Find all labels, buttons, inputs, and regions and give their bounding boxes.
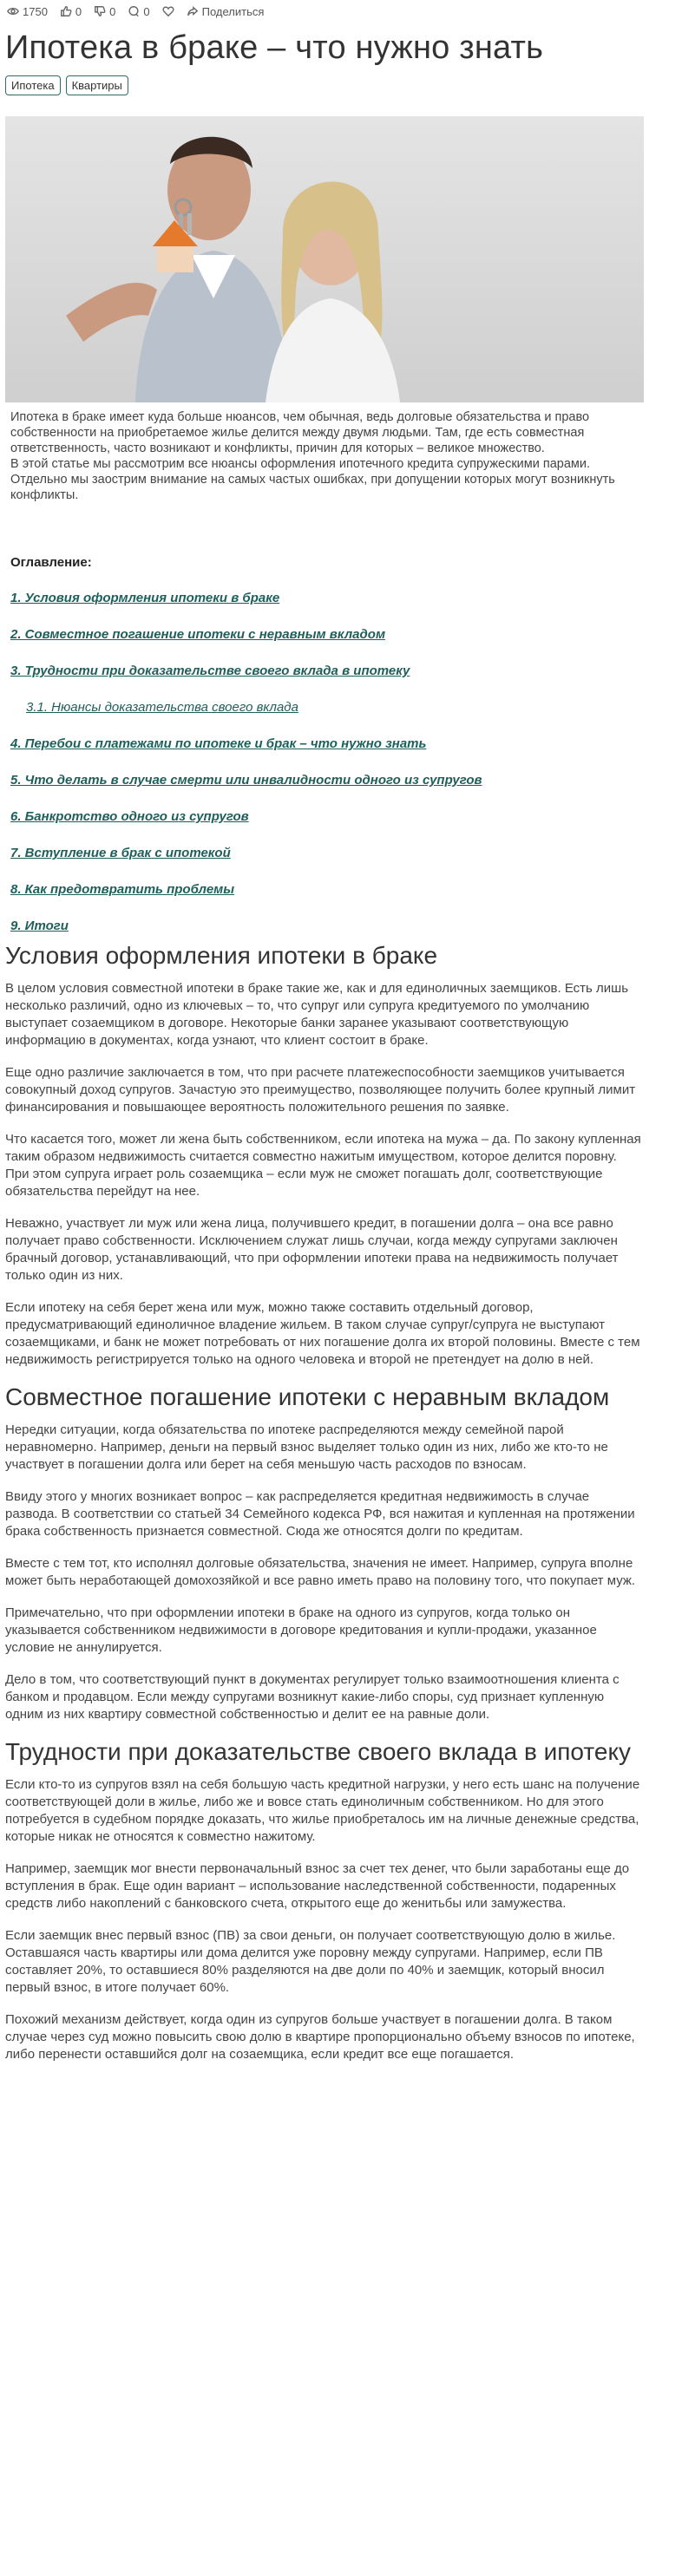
toc-link[interactable]: 8. Как предотвратить проблемы	[10, 882, 235, 897]
toc-link[interactable]: 6. Банкротство одного из супругов	[10, 809, 249, 824]
section-unequal-contribution	[5, 1383, 695, 1723]
toc-sublink[interactable]: 3.1. Нюансы доказательства своего вклада	[26, 700, 298, 715]
views-counter	[7, 5, 48, 18]
toc-link[interactable]: 3. Трудности при доказательстве своего вклада в ипотеку	[10, 664, 410, 678]
section-heading: Совместное погашение ипотеки с неравным вкладом	[5, 1383, 610, 1410]
section-heading: Условия оформления ипотеки в браке	[5, 942, 438, 969]
toc-title: Оглавление:	[10, 555, 92, 570]
section-paragraph: Если кто-то из супругов взял на себя большую часть кредитной нагрузки, у него есть шанс на получение соответствующей доли в жилье, либо же и вовсе стать единоличным собственником. Но для этого потребуется в судебном порядке доказать, что жилье приобреталось им на личные денежные средства, которые никак не относятся к совместно нажитому.	[5, 1777, 640, 1844]
section-paragraph: Похожий механизм действует, когда один из супругов больше участвует в погашении долга. В таком случае через суд можно повысить свою долю в квартире пропорционально объему взносов по ипотеке, либо перенести оставшийся долг на созаемщика, если кредит все еще погашается.	[5, 2012, 635, 2062]
comments-button[interactable]	[128, 5, 149, 18]
article-meta-bar	[5, 0, 695, 23]
toc-link[interactable]: 9. Итоги	[10, 919, 69, 933]
section-paragraph: Еще одно различие заключается в том, что при расчете платежеспособности заемщиков учитывается совокупный доход супругов. Зачастую это преимущество, позволяющее получить более крупный лимит финансирования и повышающее вероятность положительного решения по заявке.	[5, 1065, 636, 1115]
share-label: Поделиться	[201, 4, 265, 18]
section-paragraph: Если заемщик внес первый взнос (ПВ) за свои деньги, он получает соответствующую долю в жилье. Оставшаяся часть квартиры или дома делится уже поровну между супругами. Например, если ПВ составляет 20%, то оставшиеся 80% разделяются на две доли по 40% и заемщик, который вносил первый взнос, в итоге получает 60%.	[5, 1928, 616, 1995]
dislike-button[interactable]	[94, 5, 115, 18]
comment-icon	[128, 5, 140, 17]
tag-list	[5, 75, 695, 95]
likes-count: 0	[75, 4, 82, 18]
section-paragraph: Например, заемщик мог внести первоначальный взнос за счет тех денег, что были заработаны еще до вступления в брак. Еще один вариант – использование наследственной собственности, подаренных средств либо накоплений с банковского счета, открытого еще до женитьбы или замужества.	[5, 1861, 630, 1911]
couple-with-keys-illustration	[5, 116, 644, 402]
intro-paragraph: В этой статье мы рассмотрим все нюансы оформления ипотечного кредита супружескими парами. Отдельно мы заострим внимание на самых частых ошибках, при допущении которых могут возникнуть конфликты.	[10, 457, 615, 502]
section-paragraph: Дело в том, что соответствующий пункт в документах регулирует только взаимоотношения клиента с банком и продавцом. Если между супругами возникнут какие-либо споры, суд признает купленную одним из них квартиру совместной собственностью и делит ее на равные доли.	[5, 1672, 620, 1722]
tag-apartments[interactable]: Квартиры	[66, 75, 128, 95]
dislikes-count: 0	[109, 4, 116, 18]
section-heading: Трудности при доказательстве своего вклада в ипотеку	[5, 1738, 632, 1765]
toc-link[interactable]: 5. Что делать в случае смерти или инвалидности одного из супругов	[10, 773, 482, 788]
toc-link[interactable]: 7. Вступление в брак с ипотекой	[10, 846, 231, 860]
toc-link[interactable]: 2. Совместное погашение ипотеки с неравным вкладом	[10, 627, 386, 642]
intro-paragraph: Ипотека в браке имеет куда больше нюансов, чем обычная, ведь долговые обязательства и право собственности на приобретаемое жилье делится между двумя людьми. Там, где есть совместная ответственность, часто возникают и конфликты, причин для которых – великое множество.	[10, 410, 590, 455]
section-mortgage-conditions	[5, 942, 695, 1369]
thumbs-up-icon	[60, 5, 72, 17]
share-icon	[187, 5, 199, 17]
favorite-button[interactable]	[162, 5, 174, 17]
section-paragraph: Вместе с тем тот, кто исполнял долговые обязательства, значения не имеет. Например, супруга вполне может быть неработающей домохозяйкой и все равно иметь право на половину того, что покупает муж.	[5, 1556, 636, 1588]
section-paragraph: Примечательно, что при оформлении ипотеки в браке на одного из супругов, когда только он указывается собственником недвижимости в договоре кредитования и купли-продажи, указанное условие не аннулируется.	[5, 1605, 597, 1655]
section-paragraph: Неважно, участвует ли муж или жена лица, получившего кредит, в погашении долга – она все равно получает право собственности. Исключением служат лишь случаи, когда между супругами заключен брачный договор, устанавливающий, что при оформлении ипотеки права на недвижимость получает только один из них.	[5, 1216, 619, 1283]
eye-icon	[7, 5, 19, 17]
section-paragraph: Нередки ситуации, когда обязательства по ипотеке распределяются между семейной парой неравномерно. Например, деньги на первый взнос выделяет только один из них, либо же кто-то не участвует в погашении долга или берет на себя меньшую часть расходов по взносам.	[5, 1422, 608, 1472]
section-paragraph: Ввиду этого у многих возникает вопрос – как распределяется кредитная недвижимость в случае развода. В соответствии со статьей 34 Семейного кодекса РФ, вся нажитая и купленная на протяжении брака собственность признается совместной. Сюда же относятся долги по кредитам.	[5, 1489, 635, 1539]
section-paragraph: Если ипотеку на себя берет жена или муж, можно также составить отдельный договор, предусматривающий единоличное владение жильем. В таком случае супруг/супруга не выступают созаемщиками, и банк не может потребовать от них погашение долга их второй половины. Вместе с тем недвижимость регистрируется только на одного человека и второй не претендует на долю в ней.	[5, 1300, 640, 1367]
section-paragraph: Что касается того, может ли жена быть собственником, если ипотека на мужа – да. По закону купленная таким образом недвижимость считается совместно нажитым имуществом, которое делится поровну. При этом супруга играет роль созаемщика – если муж не сможет погашать долг, соответствующие обязательства перейдут на нее.	[5, 1132, 641, 1199]
like-button[interactable]	[60, 5, 82, 18]
hero-image	[5, 116, 644, 402]
thumbs-down-icon	[94, 5, 106, 17]
table-of-contents	[5, 555, 695, 933]
toc-link[interactable]: 1. Условия оформления ипотеки в браке	[10, 591, 280, 605]
toc-link[interactable]: 4. Перебои с платежами по ипотеке и брак – что нужно знать	[10, 736, 427, 751]
share-button[interactable]	[187, 5, 265, 18]
comments-count: 0	[143, 4, 150, 18]
views-count: 1750	[23, 4, 48, 18]
article-intro	[5, 402, 644, 503]
article-title: Ипотека в браке – что нужно знать	[5, 29, 544, 66]
tag-mortgage[interactable]: Ипотека	[5, 75, 61, 95]
section-proving-contribution	[5, 1738, 695, 2063]
heart-icon	[162, 5, 174, 17]
section-paragraph: В целом условия совместной ипотеки в браке такие же, как и для единоличных заемщиков. Есть лишь несколько различий, одно из ключевых – то, что супруг или супруга кредитуемого по умолчанию выступает созаемщиком в договоре. Некоторые банки заранее указывают соответствующую информацию в документах, когда узнают, что клиент состоит в браке.	[5, 981, 629, 1048]
